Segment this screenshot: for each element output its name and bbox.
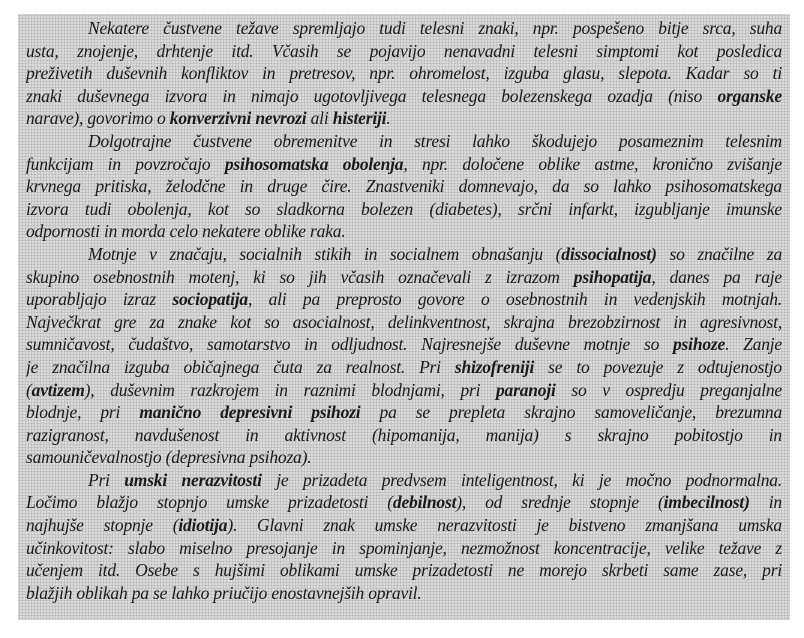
text-line: [26, 288, 782, 311]
text-segment: izvora tudi obolenja, kot so sladkorna bolezen (diabetes), srčni infarkt, izgubljanje imunske: [26, 198, 782, 219]
text-line: [26, 514, 782, 537]
bold-term: organske: [717, 85, 782, 106]
text-segment: usta, znojenje, drhtenje itd. Včasih se pojavijo nenavadni telesni simptomi kot posledica: [26, 40, 782, 61]
text-segment: ). Glavni znak umske nerazvitosti je bistveno zmanjšana umska: [227, 515, 782, 536]
text-line: [26, 107, 782, 130]
text-segment: funkcijam in povzročajo: [26, 153, 225, 174]
text-segment: , danes pa raje: [651, 266, 782, 287]
text-line: [26, 311, 782, 334]
bold-term: shizofreniji: [454, 356, 535, 377]
text-line: [26, 424, 782, 447]
text-segment: Ločimo blažjo stopnjo umske prizadetosti (: [26, 492, 393, 513]
text-segment: odpornosti in morda celo nekatere oblike raka.: [26, 221, 346, 242]
text-segment: uporabljajo izraz: [26, 289, 173, 310]
text-segment: se to povezuje z odtujenostjo: [534, 356, 782, 377]
text-line: [26, 40, 782, 63]
document-body: [26, 17, 782, 604]
text-line: [26, 559, 782, 582]
text-segment: (: [26, 379, 32, 400]
bold-term: imbecilnost): [663, 492, 750, 513]
text-segment: razigranost, navdušenost in aktivnost (hipomanija, manija) s skrajno pobitostjo in: [26, 424, 782, 445]
text-segment: učenjem itd. Osebe s hujšimi oblikami umske prizadetosti ne morejo skrbeti same zase, pri: [26, 560, 782, 581]
text-segment: , npr. določene oblike astme, kronično zvišanje: [403, 153, 782, 174]
text-segment: samouničevalnostjo (depresivna psihoza).: [26, 447, 312, 468]
text-segment: ), od srednje stopnje (: [456, 492, 664, 513]
text-line: [26, 537, 782, 560]
bold-term: histeriji: [332, 108, 387, 129]
text-line: [26, 469, 782, 492]
text-box: [18, 14, 790, 620]
bold-term: psihopatija: [573, 266, 652, 287]
text-segment: krvnega pritiska, želodčne in druge čire. Znastveniki domnevajo, da so lahko psihosomatskega: [26, 176, 782, 197]
text-segment: so značilne za: [656, 243, 782, 264]
text-line: [26, 17, 782, 40]
text-segment: je prizadeta predvsem inteligentnost, ki je močno podnormalna.: [261, 469, 782, 490]
text-segment: Motnje v značaju, socialnih stikih in socialnem obnašanju (: [88, 243, 562, 264]
text-line: [26, 266, 782, 289]
text-segment: sumničavost, čudaštvo, samotarstvo in odljudnost. Najresnejše duševne motnje so: [26, 334, 673, 355]
text-line: [26, 356, 782, 379]
text-segment: pa se prepleta skrajno samoveličanje, brezumna: [360, 402, 782, 423]
text-segment: .: [386, 108, 391, 129]
bold-term: paranoji: [496, 379, 556, 400]
bold-term: psihoze: [673, 334, 726, 355]
text-line: [26, 333, 782, 356]
text-segment: Pri: [88, 469, 125, 490]
text-line: [26, 379, 782, 402]
bold-term: konverzivni nevrozi: [169, 108, 307, 129]
text-segment: učinkovitost: slabo miselno presojanje in spominjanje, nezmožnost koncentracije, velike težave z: [26, 537, 782, 558]
text-line: [26, 491, 782, 514]
text-segment: Največkrat gre za znake kot so asocialnost, delinkventnost, skrajna brezobzirnost in agresivnost,: [26, 311, 782, 332]
text-segment: , ali pa preprosto govore o osebnostnih in vedenjskih motnjah.: [247, 289, 782, 310]
text-line: [26, 446, 782, 469]
text-line: [26, 175, 782, 198]
text-segment: blodnje, pri: [26, 402, 140, 423]
text-line: [26, 62, 782, 85]
bold-term: sociopatija: [172, 289, 248, 310]
bold-term: umski nerazvitosti: [124, 469, 262, 490]
text-segment: skupino osebnostnih motenj, ki so jih včasih označevali z izrazom: [26, 266, 574, 287]
text-line: [26, 243, 782, 266]
text-line: [26, 130, 782, 153]
text-line: [26, 582, 782, 605]
bold-term: manično depresivni psihozi: [139, 402, 361, 423]
text-segment: znaki duševnega izvora in nimajo ugotovljivega telesnega bolezenskega ozadja (niso: [26, 85, 718, 106]
text-segment: . Zanje: [725, 334, 782, 355]
text-segment: je značilna izguba običajnega čuta za realnost. Pri: [26, 356, 455, 377]
text-segment: najhujše stopnje (: [26, 515, 179, 536]
text-line: [26, 85, 782, 108]
text-segment: preživetih duševnih konfliktov in pretresov, npr. ohromelost, izguba glasu, slepota. Kadar so ti: [26, 63, 782, 84]
text-line: [26, 220, 782, 243]
bold-term: psihosomatska obolenja: [224, 153, 404, 174]
text-segment: Nekatere čustvene težave spremljajo tudi telesni znaki, npr. pospešeno bitje srca, suha: [88, 18, 782, 38]
text-segment: ), duševnim razkrojem in raznimi blodnjami, pri: [84, 379, 496, 400]
text-segment: narave), govorimo o: [26, 108, 170, 129]
bold-term: dissocialnost): [561, 243, 657, 264]
text-segment: Dolgotrajne čustvene obremenitve in stresi lahko škodujejo posameznim telesnim: [88, 130, 782, 151]
text-segment: ali: [306, 108, 333, 129]
text-segment: so v ospredju preganjalne: [555, 379, 782, 400]
text-line: [26, 401, 782, 424]
text-segment: in: [749, 492, 782, 513]
bold-term: debilnost: [392, 492, 457, 513]
bold-term: avtizem: [31, 379, 85, 400]
bold-term: idiotija: [178, 515, 228, 536]
text-line: [26, 198, 782, 221]
text-line: [26, 153, 782, 176]
text-segment: blažjih oblikah pa se lahko priučijo enostavnejših opravil.: [26, 582, 422, 603]
